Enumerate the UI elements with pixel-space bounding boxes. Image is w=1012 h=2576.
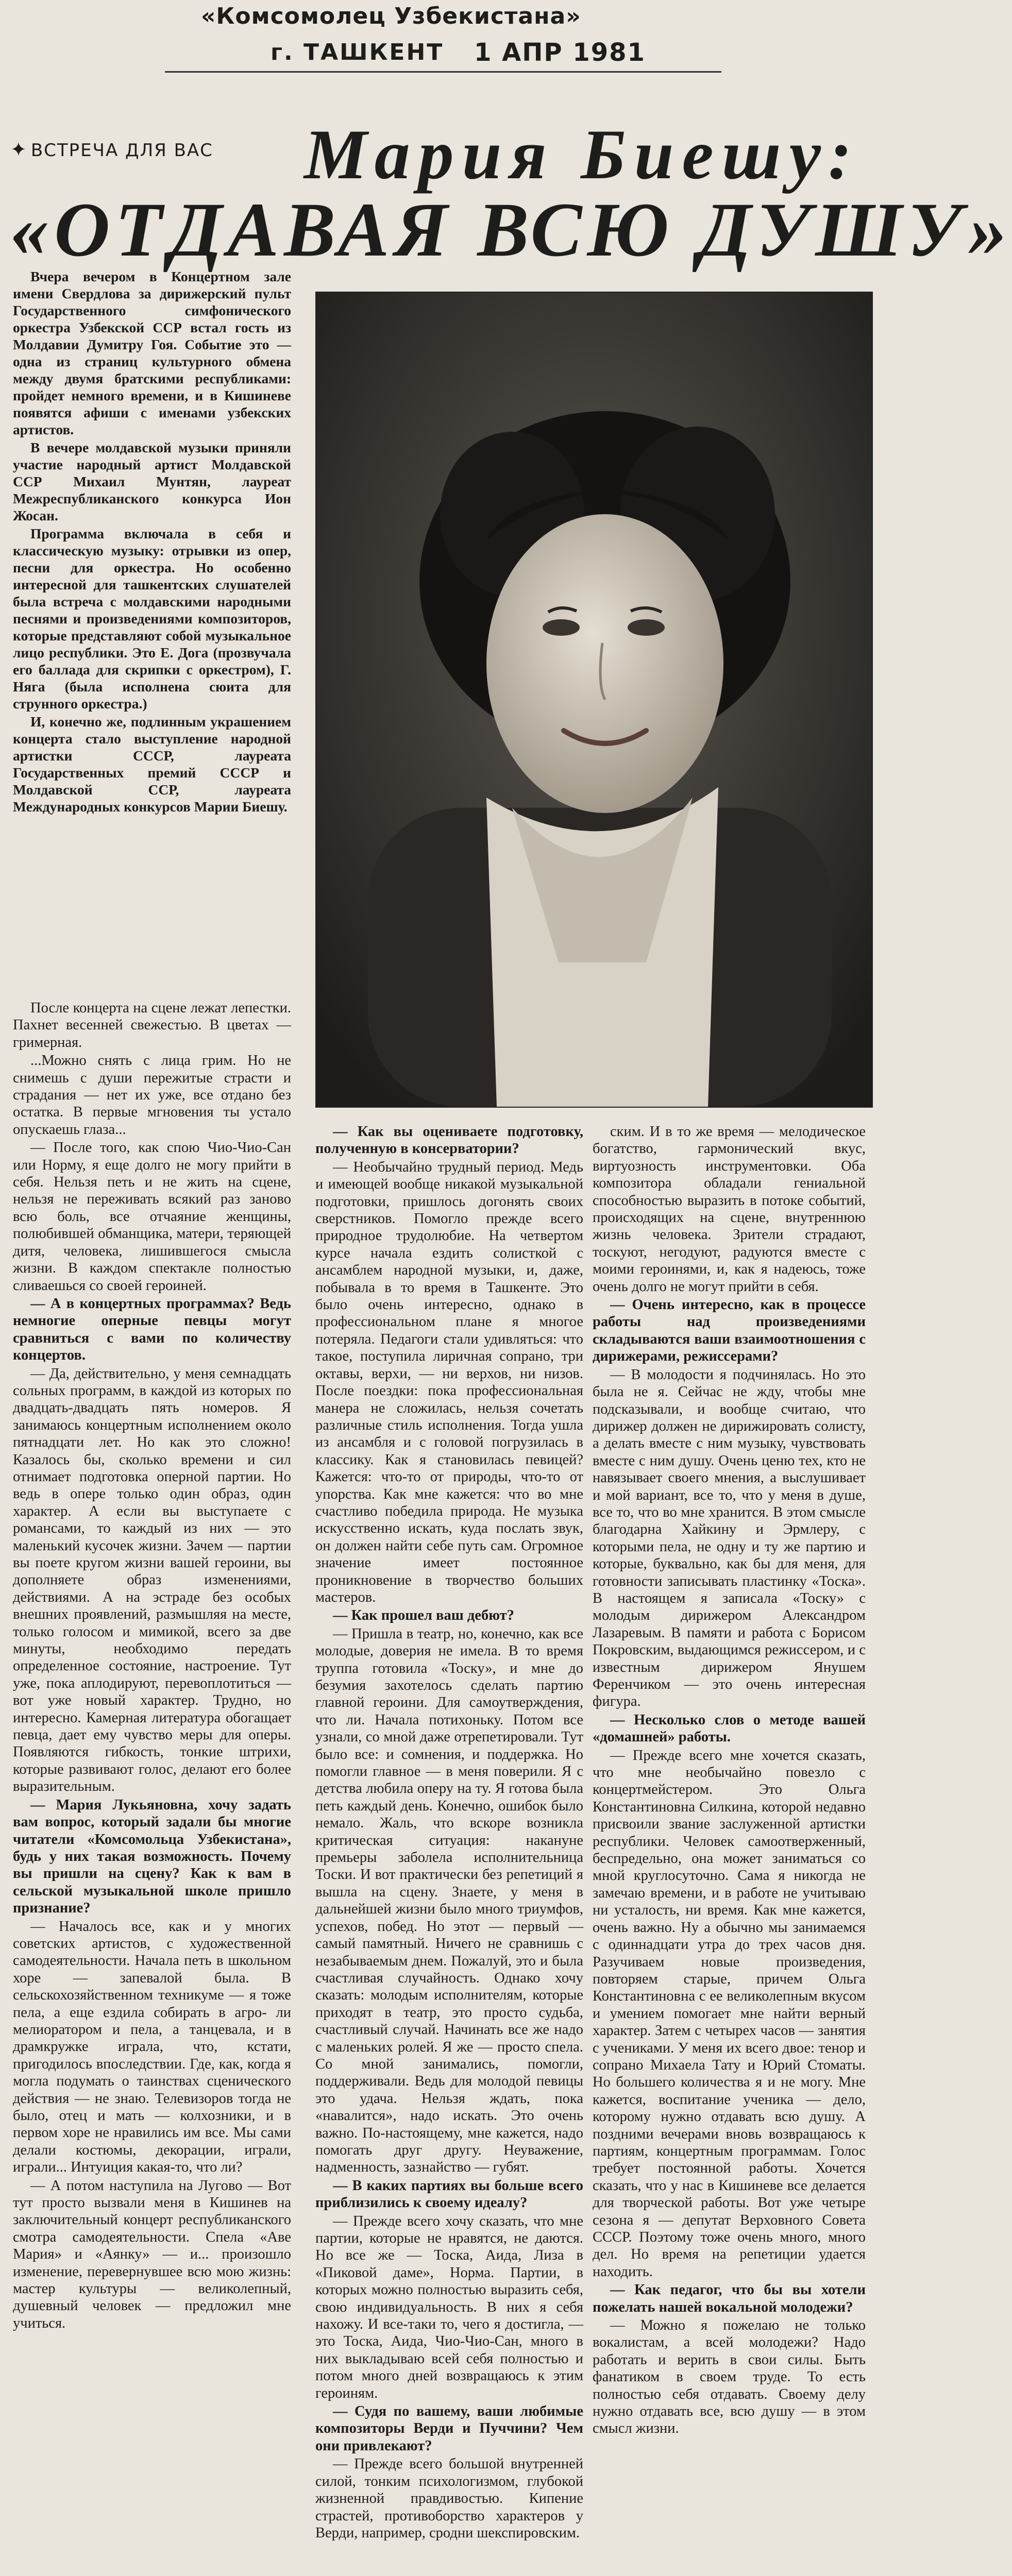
headline-name: Мария Биешу: <box>304 115 861 194</box>
article-paragraph: ...Можно снять с лица грим. Но не снимешь с души пережитые страсти и страдания — нет их уже, все отдано без остатка. В первые мгновения ты устало опускаешь глаза... <box>13 1053 291 1138</box>
article-paragraph: — Можно я пожелаю не только вокалистам, а всей молодежи? Надо работать и верить в свои силы. Быть фанатиком в своем труде. То есть полностью себя отдавать. Своему делу нужно отдавать все, всю душу — в этом смысл жизни. <box>593 2317 866 2437</box>
library-stamp <box>165 3 721 80</box>
intro-paragraph: Вчера вечером в Концертном зале имени Свердлова за дирижерский пульт Государственного симфонического оркестра Узбекской ССР встал гость из Молдавии Думитру Гоя. Событие это — одна из страниц культурного обмена между двумя братскими республиками: пройдет немного времени, и в Кишиневе появятся афиши с именами узбекских артистов. <box>13 268 291 437</box>
rubric-text: ВСТРЕЧА ДЛЯ ВАС <box>30 140 213 161</box>
article-paragraph: ским. И в то же время — мелодическое богатство, гармонический вкус, виртуозность инструментовки. Оба композитора обладали гениальной способностью выразить в потоке событий, происходящих на сцене, внутреннюю жизнь человека. Зрители страдают, тоскуют, негодуют, радуются вместе с моими героинями, и, как я надеюсь, тоже очень долго не могут прийти в себя. <box>593 1124 866 1295</box>
interview-question: — А в концертных программах? Ведь немногие оперные певцы могут сравниться с вами по количеству концертов. <box>13 1295 291 1364</box>
stamp-newspaper-name: «Комсомолец Узбекистана» <box>201 3 581 29</box>
stamp-divider <box>165 71 721 73</box>
interview-question: — Как педагог, что бы вы хотели пожелать нашей вокальной молодежи? <box>593 2282 866 2315</box>
article-paragraph: — Прежде всего хочу сказать, что мне партии, которые не нравятся, не даются. Но все же — Тоска, Аида, Лиза в «Пиковой даме», Норма. Партии, в которых можно полностью выразить себя, свою индивидуальность. В них я себя нахожу. И все-таки то, чего я достигла, — это Тоска, Аида, Чио-Чио-Сан, много в них выкладываю всей себя полностью и потом много дней возвращаюсь к этим героиням. <box>315 2213 583 2401</box>
intro-paragraph: В вечере молдавской музыки приняли участие народный артист Молдавской ССР Михаил Мунтян, лауреат Межреспубликанского конкурса Ион Жосан. <box>13 439 291 523</box>
interview-question: — Судя по вашему, ваши любимые композиторы Верди и Пуччини? Чем они привлекают? <box>315 2403 583 2454</box>
article-paragraph: — Началось все, как и у многих советских артистов, с художественной самодеятельности. Начала петь в школьном хоре — запевалой была. В сельскохозяйственном техникуме — я тоже пела, а еще ездила собирать в агро- ли мелиоратором и пела, а танцевала, и в драмкружке играла, что, кстати, пригодилось впоследствии. Где, как, когда я могла подумать о таинствах сценического действия — не знаю. Телевизоров тогда не было, отец и мать — колхозники, и в первом хоре не нравились им все. Мы сами делали костюмы, декорации, играли, играли... Интуиция какая-то, что ли? <box>13 1918 291 2176</box>
article-column-3 <box>593 1123 866 2438</box>
star-icon: ✦ <box>10 138 28 161</box>
article-paragraph: — Прежде всего мне хочется сказать, что мне необычайно повезло с концертмейстером. Это Ольга Константиновна Силкина, которой недавно присвоили звание заслуженной артистки республики. Человек самоотверженный, беспредельно, она может заниматься со мной круглосуточно. Сама я никогда не замечаю времени, и в работе не учитываю ни усталость, ни время. Как мне кажется, очень важно. Ну а обычно мы занимаемся с одиннадцати утра до трех часов дня. Разучиваем новые произведения, повторяем старые, причем Ольга Константиновна с ее великолепным вкусом и умением помогает мне найти верный характер. Затем с четырех часов — занятия с учениками. У меня их всего двое: тенор и сопрано Михаела Тату и Юрий Стоматы. Но большего количества я и не могу. Мне кажется, воспитание ученика — дело, которому нужно отдавать всю душу. А поздними вечерами вновь возвращаюсь к партиям, концертным программам. Голос требует постоянной работы. Хочется сказать, что у нас в Кишиневе все делается для творческой работы. Вот уже четыре сезона я — депутат Верховного Совета СССР. Поэтому тоже очень много, много дел. Но время на репетиции удается находить. <box>593 1747 866 2280</box>
article-paragraph: После концерта на сцене лежат лепестки. Пахнет весенней свежестью. В цветах — гримерная. <box>13 1000 291 1050</box>
article-paragraph: — В молодости я подчинялась. Но это была не я. Сейчас не жду, чтобы мне подсказывали, и вообще считаю, что дирижер должен не дирижировать солисту, а делать вместе с ним музыку, чувствовать вместе с ним душу. Очень ценю тех, кто не навязывает своего мнения, а выслушивает и мой вариант, все то, что у меня в душе, все то, что во мне хранится. В этом смысле благодарна Хайкину и Эрмлеру, с которыми пела, не одну и ту же партию и которые, буквально, как бы для меня, для готовности записывать пластинку «Тоска». В настоящем я записала «Тоску» с молодым дирижером Александром Лазаревым. В памяти и работа с Борисом Покровским, выдающимся режиссером, и с известным дирижером Янушем Ференчиком — это очень интересная фигура. <box>593 1366 866 1710</box>
interview-question: — Несколько слов о методе вашей «домашней» работы. <box>593 1711 866 1745</box>
rubric-label <box>10 138 213 161</box>
portrait-illustration <box>316 293 872 1107</box>
interview-question: — Как вы оцениваете подготовку, полученную в консерватории? <box>315 1124 583 1157</box>
article-paragraph: — Прежде всего большой внутренней силой, тонким психологизмом, глубокой жизненной правдивостью. Кипение страстей, противоборство характеров у Верди, например, сродни шекспировским. <box>315 2456 583 2541</box>
intro-paragraph: И, конечно же, подлинным украшением концерта стало выступление народной артистки СССР, лауреата Государственных премий СССР и Молдавской ССР, лауреата Международных конкурсов Марии Биешу. <box>13 714 291 815</box>
interview-question: — Очень интересно, как в процессе работы над произведениями складываются ваши взаимоотношения с дирижерами, режиссерами? <box>593 1297 866 1365</box>
article-paragraph: — После того, как спою Чио-Чио-Сан или Норму, я еще долго не могу прийти в себя. Нельзя петь и не жить на сцене, нельзя не переживать всякий раз заново всю боль, все отчаяние женщины, полюбившей обманщика, матери, теряющей дитя, человека, лишившегося смысла жизни. В каждом спектакле полностью сливаешься со своей героиней. <box>13 1140 291 1294</box>
article-column-2 <box>315 1123 583 2543</box>
intro-column <box>13 268 291 816</box>
article-paragraph: — Да, действительно, у меня семнадцать сольных программ, в каждой из которых по двадцать-двадцать пять номеров. Я занимаюсь концертным исполнением около пятнадцати лет. Но как это сложно! Казалось бы, сколько времени и сил отнимает подготовка оперной партии. Но ведь в опере только один образ, один характер. А если вы выступаете с романсами, то каждый из них — это маленький кусочек жизни. Зачем — партии вы поете кругом жизни вашей героини, вы дополняете образ изменениями, действиями. А на эстраде без особых внешних проявлений, размышляя на месте, только голосом и мимикой, всего за две минуты, необходимо передать определенное состояние, настроение. Тут уже, пока аплодируют, перевоплотиться — вот уже новый характер. Трудно, но интересно. Камерная литература обогащает певца, дает ему чувство меры для оперы. Появляются гибкость, тонкие штрихи, которые развивают голос, делают его более выразительным. <box>13 1365 291 1795</box>
article-column-1 <box>13 999 291 2333</box>
interview-question: — Как прошел ваш дебют? <box>333 1607 514 1624</box>
interview-question: — В каких партиях вы больше всего приблизились к своему идеалу? <box>315 2177 583 2211</box>
stamp-date: 1 АПР 1981 <box>474 38 646 67</box>
article-paragraph: — Пришла в театр, но, конечно, как все молодые, доверия не имела. В то время труппа готовила «Тоску», и мне до безумия захотелось сделать партию главной героини. Для самоутверждения, что ли. Начала потихоньку. Потом все узнали, со мной даже отрепетировали. Тут было все: и сомнения, и поддержка. Но помогли главное — в меня поверили. Я с детства любила оперу на ту. Я готова была петь каждый день. Конечно, ошибок было немало. Жаль, что вскоре возникла критическая ситуация: накануне премьеры заболела исполнительница Тоски. И вот практически без репетиций я вышла на сцену. Знаете, у меня в дальнейшей жизни было много триумфов, успехов, побед. Но этот — первый — самый памятный. Ничего не сравнишь с незабываемым днем. Пожалуй, это и была счастливая случайность. Однако хочу сказать: молодым исполнителям, которые приходят в театр, это просто судьба, счастливый случай. Начинать все же надо с маленьких ролей. Я же — просто спела. Со мной занимались, помогли, поддерживали. Ведь для молодой певицы это удача. Нельзя ждать, пока «навалится», надо искать. Это очень важно. По-настоящему, мне кажется, надо помогать друг другу. Неуважение, надменность, зазнайство — губят. <box>315 1625 583 2176</box>
headline-title: «ОТДАВАЯ ВСЮ ДУШУ» <box>10 187 1012 273</box>
article-paragraph: — Необычайно трудный период. Медь и имеющей вообще никакой музыкальной подготовки, пришлось догонять своих сверстников. Помогло прежде всего природное трудолюбие. На четвертом курсе начала ездить солисткой с ансамблем народной музыки, и, даже, побывала в то время в Ташкенте. Это было очень интересно, однако в профессиональном плане я многое потеряла. Педагоги стали удивляться: что такое, поступила лиричная сопрано, три октавы, верхи, — ни верхов, ни низов. После поездки: пока профессиональная манера не сложилась, нельзя сочетать различные стиль исполнения. Тогда ушла из ансамбля и с головой погрузилась в классику. Как я становилась певицей? Кажется: что-то от природы, что-то от упорства. Как мне кажется: что во мне счастливо победила природа. Не музыка искусственно искать, куда послать звук, он должен найти себе путь сам. Огромное значение имеет постоянное проникновение в творчество больших мастеров. <box>315 1159 583 1605</box>
article-paragraph: — А потом наступила на Лугово — Вот тут просто вызвали меня в Кишинев на заключительный концерт республиканского смотра самодеятельности. Спела «Аве Мария» и «Аянку» — и... произошло изменение, перевернувшее всю мою жизнь: мастер культуры — великолепный, душевный человек — предложил мне учиться. <box>13 2177 291 2331</box>
interview-question: — Мария Лукьяновна, хочу задать вам вопрос, который задали бы многие читатели «Комсомольца Узбекистана», будь у них такая возможность. Почему вы пришли на сцену? Как к вам в сельской музыкальной школе пришло признание? <box>13 1797 291 1917</box>
intro-paragraph: Программа включала в себя и классическую музыку: отрывки из опер, песни для оркестра. Но особенно интересной для ташкентских слушателей была встреча с молдавскими народными песнями и произведениями композиторов, которые представляют собой музыкальное лицо республики. Это Е. Дога (прозвучала его баллада для скрипки с оркестром), Г. Няга (была исполнена сюита для струнного оркестра.) <box>13 526 291 711</box>
portrait-photo <box>315 292 873 1108</box>
stamp-city: г. ТАШКЕНТ <box>271 39 444 65</box>
